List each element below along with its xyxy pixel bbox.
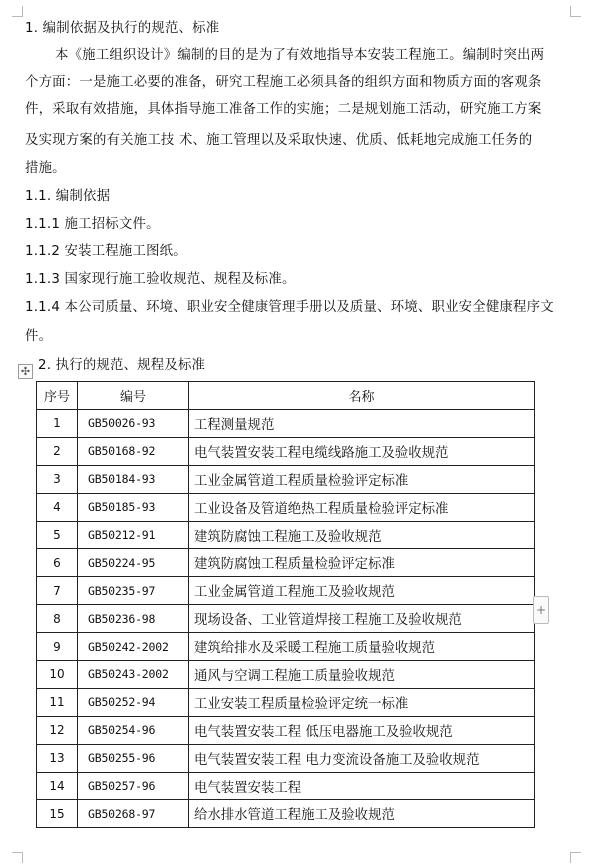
cell-code: GB50224-95 xyxy=(78,549,189,577)
cell-name: 工业设备及管道绝热工程质量检验评定标准 xyxy=(189,493,535,521)
paragraph-line: 件，采取有效措施，具体指导施工准备工作的实施；二是规划施工活动，研究施工方案 xyxy=(25,102,542,117)
table-row xyxy=(37,521,535,549)
paragraph-line: 措施。 xyxy=(25,161,66,176)
cell-name: 工业金属管道工程施工及验收规范 xyxy=(189,577,535,605)
cell-code: GB50168-92 xyxy=(78,437,189,465)
cell-index: 6 xyxy=(37,549,78,577)
cell-index: 15 xyxy=(37,800,78,828)
cell-name: 建筑防腐蚀工程质量检验评定标准 xyxy=(189,549,535,577)
header-name: 名称 xyxy=(189,382,535,410)
cell-index: 1 xyxy=(37,410,78,438)
header-index: 序号 xyxy=(37,382,78,410)
table-row xyxy=(37,633,535,661)
table-row xyxy=(37,800,535,828)
cell-code: GB50026-93 xyxy=(78,410,189,438)
cell-name: 工业安装工程质量检验评定统一标准 xyxy=(189,688,535,716)
cell-name: 工程测量规范 xyxy=(189,410,535,438)
header-code: 编号 xyxy=(78,382,189,410)
crop-mark-bottom-left xyxy=(12,852,23,863)
cell-index: 3 xyxy=(37,465,78,493)
basis-item-2: 1.1.2 安装工程施工图纸。 xyxy=(25,244,187,259)
cell-code: GB50184-93 xyxy=(78,465,189,493)
section-1-heading: 1. 编制依据及执行的规范、标准 xyxy=(25,21,220,36)
cell-code: GB50235-97 xyxy=(78,577,189,605)
cell-name: 工业金属管道工程质量检验评定标准 xyxy=(189,465,535,493)
section-1-1-heading: 1.1. 编制依据 xyxy=(25,189,111,204)
cell-name: 电气装置安装工程 电力变流设备施工及验收规范 xyxy=(189,744,535,772)
table-move-handle[interactable] xyxy=(18,364,33,379)
crop-mark-top-left xyxy=(12,6,23,17)
cell-index: 8 xyxy=(37,605,78,633)
cell-code: GB50212-91 xyxy=(78,521,189,549)
cell-name: 电气装置安装工程 xyxy=(189,772,535,800)
cell-index: 4 xyxy=(37,493,78,521)
cell-index: 9 xyxy=(37,633,78,661)
paragraph-line: 本《施工组织设计》编制的目的是为了有效地指导本安装工程施工。编制时突出两 xyxy=(55,48,545,63)
table-row xyxy=(37,577,535,605)
basis-item-3: 1.1.3 国家现行施工验收规范、规程及标准。 xyxy=(25,272,296,287)
cell-index: 7 xyxy=(37,577,78,605)
basis-item-1: 1.1.1 施工招标文件。 xyxy=(25,217,160,232)
cell-name: 通风与空调工程施工质量验收规范 xyxy=(189,661,535,689)
cell-index: 13 xyxy=(37,744,78,772)
cell-code: GB50257-96 xyxy=(78,772,189,800)
cell-code: GB50242-2002 xyxy=(78,633,189,661)
paragraph-line: 及实现方案的有关施工技 术、施工管理以及采取快速、优质、低耗地完成施工任务的 xyxy=(25,133,533,148)
cell-name: 建筑防腐蚀工程施工及验收规范 xyxy=(189,521,535,549)
table-row xyxy=(37,493,535,521)
cell-name: 建筑给排水及采暖工程施工质量验收规范 xyxy=(189,633,535,661)
table-row xyxy=(37,410,535,438)
cell-index: 10 xyxy=(37,661,78,689)
basis-item-4-continued: 件。 xyxy=(25,329,53,344)
table-body xyxy=(37,410,535,828)
table-row xyxy=(37,465,535,493)
table-row xyxy=(37,772,535,800)
cell-code: GB50255-96 xyxy=(78,744,189,772)
cell-code: GB50252-94 xyxy=(78,688,189,716)
crop-mark-bottom-right xyxy=(570,852,581,863)
cell-code: GB50236-98 xyxy=(78,605,189,633)
table-row xyxy=(37,661,535,689)
plus-icon: + xyxy=(535,603,547,617)
cell-code: GB50185-93 xyxy=(78,493,189,521)
cell-index: 2 xyxy=(37,437,78,465)
crop-mark-top-right xyxy=(570,6,581,17)
paragraph-line: 个方面：一是施工必要的准备，研究工程施工必须具备的组织方面和物质方面的客观条 xyxy=(25,75,542,90)
basis-item-4: 1.1.4 本公司质量、环境、职业安全健康管理手册以及质量、环境、职业安全健康程序文 xyxy=(25,300,554,315)
table-row xyxy=(37,744,535,772)
table-row xyxy=(37,437,535,465)
cell-index: 14 xyxy=(37,772,78,800)
table-row xyxy=(37,549,535,577)
cell-name: 给水排水管道工程施工及验收规范 xyxy=(189,800,535,828)
table-row xyxy=(37,688,535,716)
standards-table xyxy=(36,381,535,828)
cell-name: 现场设备、工业管道焊接工程施工及验收规范 xyxy=(189,605,535,633)
table-row xyxy=(37,605,535,633)
section-2-heading: 2. 执行的规范、规程及标准 xyxy=(38,358,206,373)
cell-code: GB50268-97 xyxy=(78,800,189,828)
cell-name: 电气装置安装工程 低压电器施工及验收规范 xyxy=(189,716,535,744)
add-column-button[interactable] xyxy=(533,596,549,624)
table-row xyxy=(37,716,535,744)
table-header-row xyxy=(37,382,535,410)
move-icon: ✣ xyxy=(20,365,31,378)
cell-name: 电气装置安装工程电缆线路施工及验收规范 xyxy=(189,437,535,465)
cell-code: GB50254-96 xyxy=(78,716,189,744)
cell-index: 5 xyxy=(37,521,78,549)
cell-index: 11 xyxy=(37,688,78,716)
cell-code: GB50243-2002 xyxy=(78,661,189,689)
cell-index: 12 xyxy=(37,716,78,744)
